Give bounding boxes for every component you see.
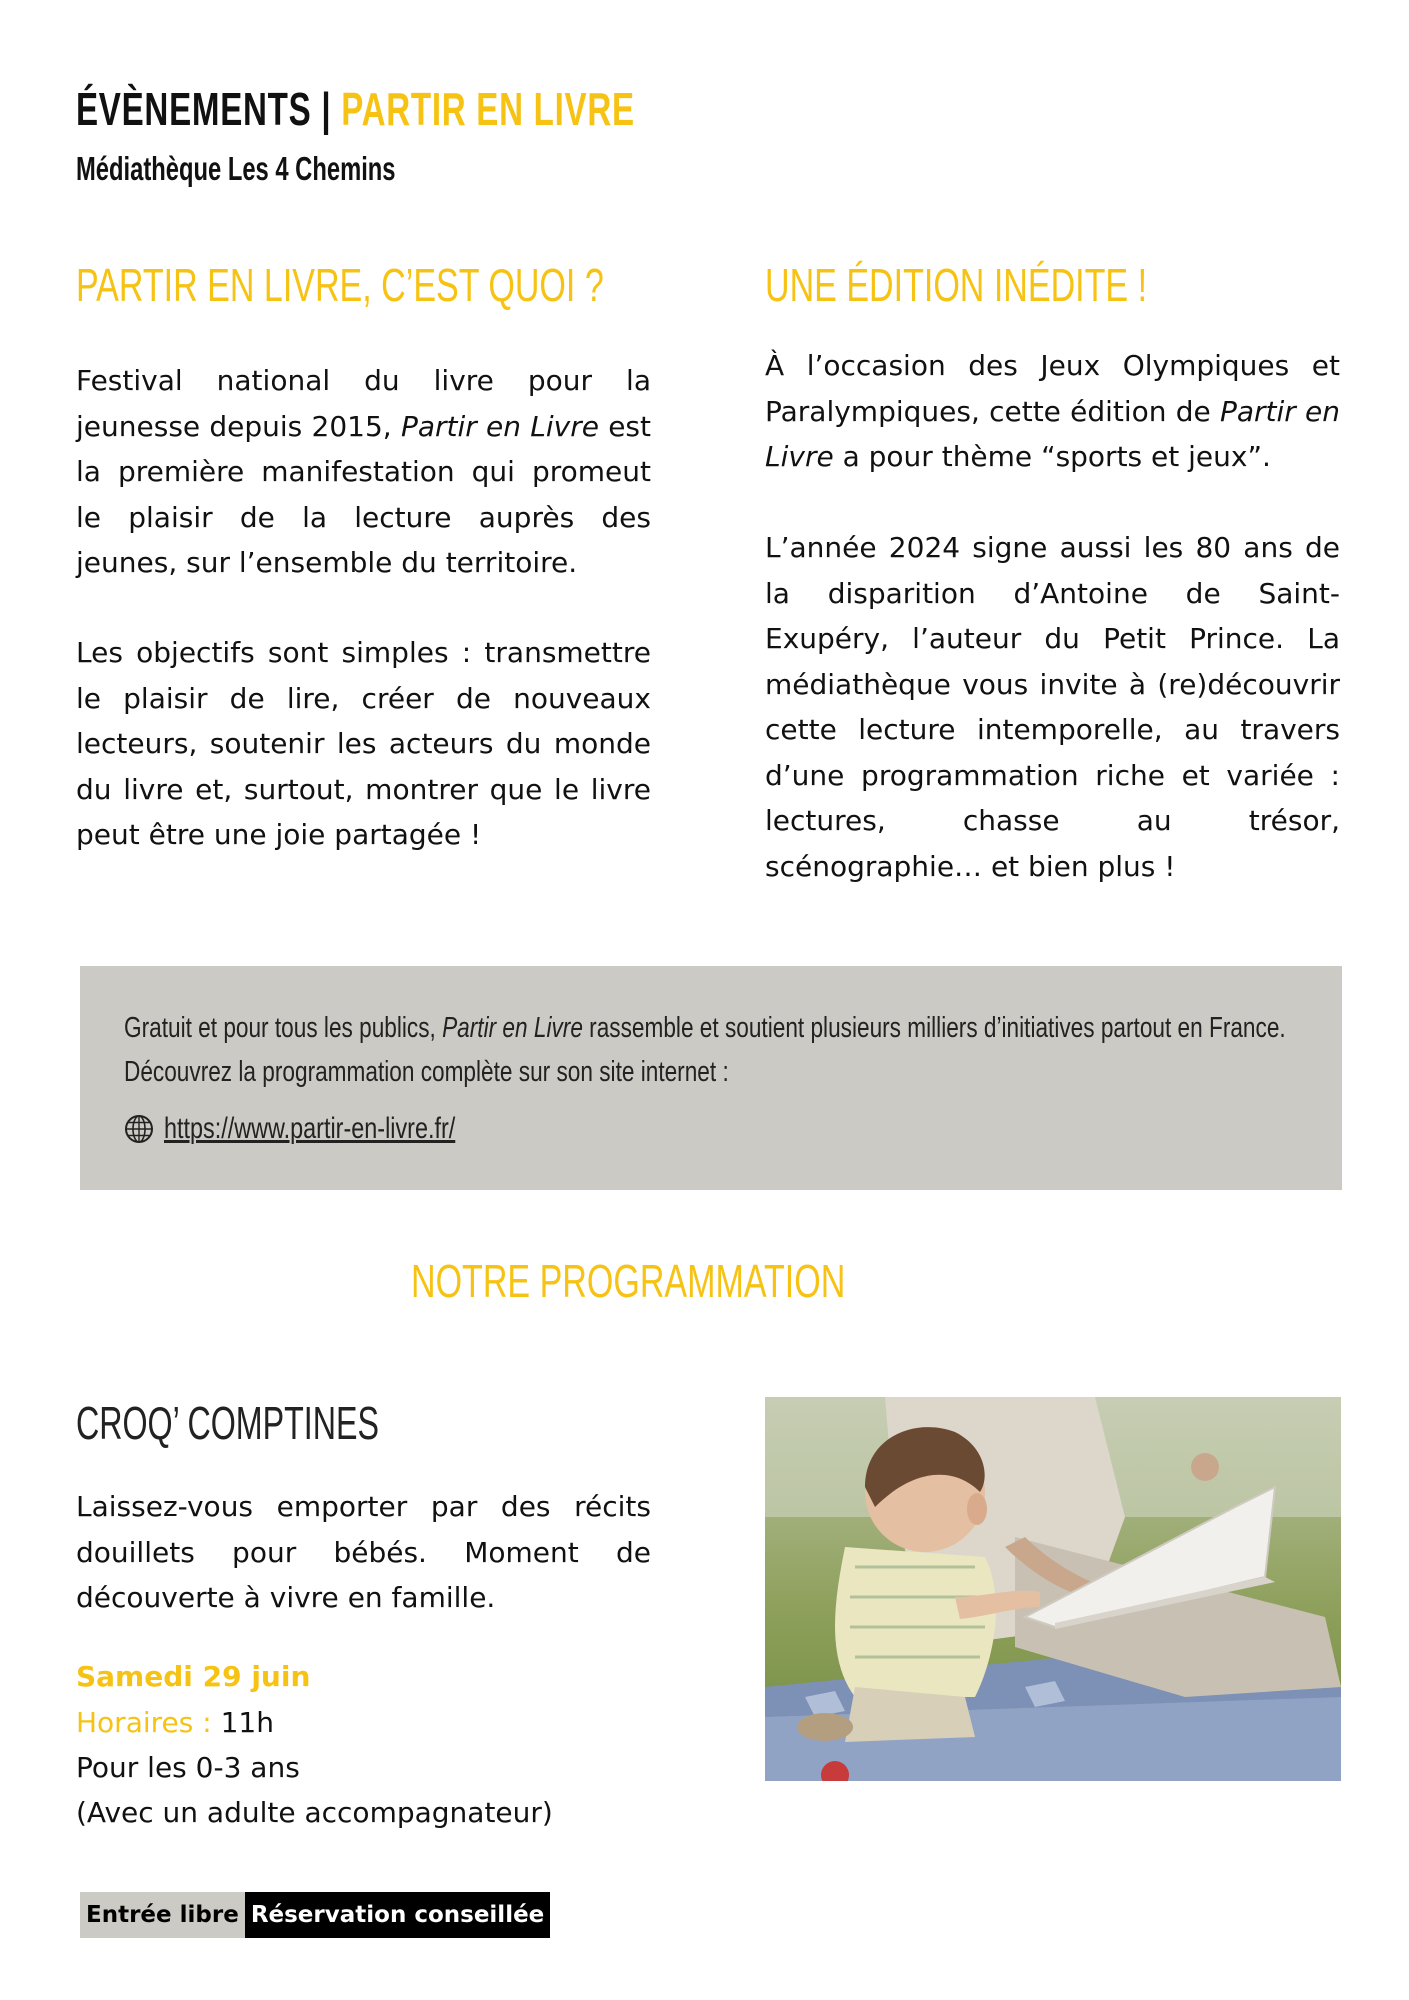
event-date: Samedi 29 juin — [76, 1660, 311, 1693]
info-text-a: Gratuit et pour tous les publics, — [124, 1012, 443, 1044]
info-text — [124, 1006, 1302, 1094]
left-p1-text: Festival national du livre pour la jeunesse depuis 2015, — [76, 364, 651, 443]
right-heading: UNE ÉDITION INÉDITE ! — [765, 259, 1148, 311]
right-p1-italic: Partir en Livre — [765, 394, 1341, 473]
event-age: Pour les 0-3 ans — [76, 1751, 300, 1784]
left-p1-text-end: est la première manifestation qui promeut le plaisir de la lecture auprès des jeunes, sur l’ensemble du territoire. — [76, 409, 651, 579]
title-events: ÉVÈNEMENTS | — [76, 83, 332, 135]
right-paragraph-1 — [765, 343, 1340, 480]
event-hours — [76, 1706, 274, 1739]
title-event-name: PARTIR EN LIVRE — [341, 83, 635, 135]
right-p1-text: À l’occasion des Jeux Olympiques et Paralympiques, cette édition de — [765, 349, 1340, 428]
right-paragraph-2: L’année 2024 signe aussi les 80 ans de la disparition d’Antoine de Saint-Exupéry, l’auteur du Petit Prince. La médiathèque vous invite à (re)découvrir cette lecture intemporelle, au travers d’une programmation riche et variée : lectures, chasse au trésor, scénographie… et bien plus ! — [765, 531, 1340, 883]
right-p1-text-end: a pour thème “sports et jeux”. — [833, 440, 1271, 473]
access-tags — [80, 1892, 550, 1938]
tag-free-entry: Entrée libre — [80, 1892, 245, 1938]
tag-booking: Réservation conseillée — [245, 1892, 550, 1938]
info-text-b: rassemble et soutient plusieurs milliers d’initiatives partout en France. Découvrez la programmation complète sur son site internet : — [124, 1012, 1286, 1088]
globe-icon — [124, 1114, 154, 1144]
page-subtitle: Médiathèque Les 4 Chemins — [76, 150, 396, 187]
programme-heading-text: NOTRE PROGRAMMATION — [411, 1255, 846, 1307]
hours-value: 11h — [220, 1706, 274, 1739]
event-photo — [765, 1397, 1341, 1781]
event-title: CROQ’ COMPTINES — [76, 1397, 379, 1449]
hours-label: Horaires : — [76, 1706, 212, 1739]
left-p1-italic: Partir en Livre — [400, 409, 599, 443]
page-title — [76, 82, 635, 136]
website-link[interactable]: https://www.partir-en-livre.fr/ — [164, 1112, 456, 1145]
info-link-row — [124, 1112, 537, 1146]
info-text-italic: Partir en Livre — [442, 1012, 583, 1044]
left-heading: PARTIR EN LIVRE, C’EST QUOI ? — [76, 259, 604, 311]
left-paragraph-2: Les objectifs sont simples : transmettre le plaisir de lire, créer de nouveaux lecteurs, soutenir les acteurs du monde du livre et, surtout, montrer que le livre peut être une joie partagée ! — [76, 636, 651, 851]
event-description: Laissez-vous emporter par des récits douillets pour bébés. Moment de découverte à vivre en famille. — [76, 1490, 651, 1614]
info-box — [80, 966, 1342, 1190]
left-paragraph-1 — [76, 358, 651, 586]
programme-heading — [0, 1254, 1409, 1308]
event-note: (Avec un adulte accompagnateur) — [76, 1796, 553, 1829]
